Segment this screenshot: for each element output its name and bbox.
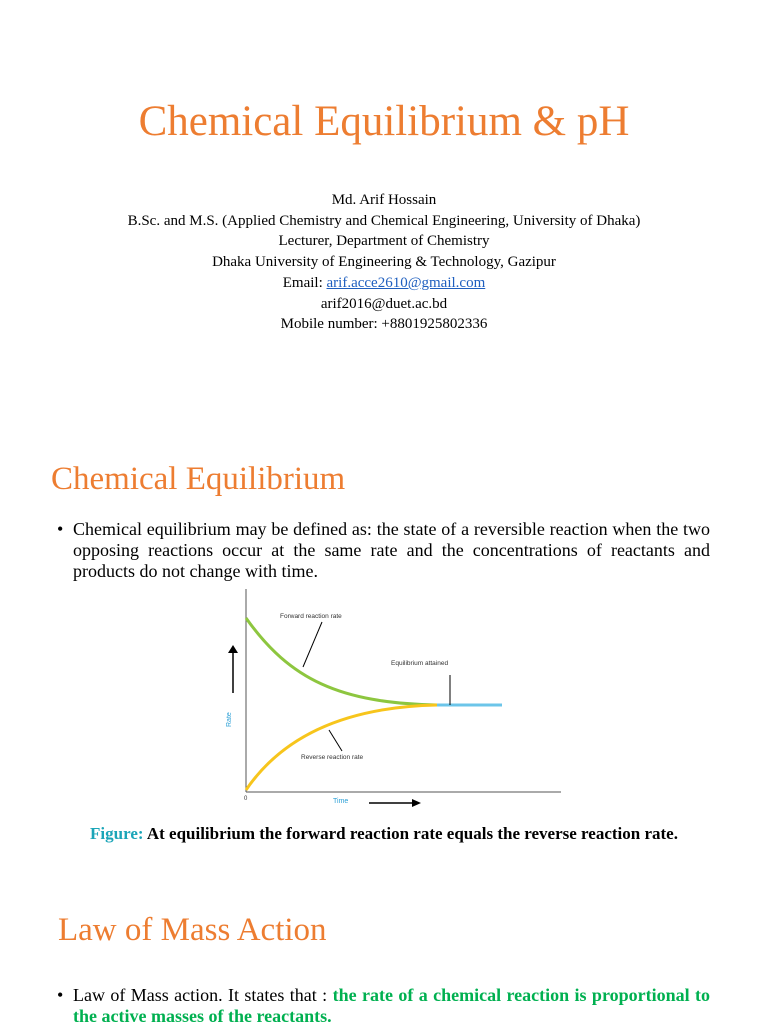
y-arrow-head xyxy=(228,645,238,653)
bullet-equilibrium-definition xyxy=(57,519,710,582)
x-arrow-head xyxy=(412,799,421,807)
figure-caption-label: Figure: xyxy=(90,824,144,843)
bullet-mass-action xyxy=(57,985,710,1027)
email-link[interactable]: arif.acce2610@gmail.com xyxy=(326,274,486,291)
email-alt: arif2016@duet.ac.bd xyxy=(320,295,448,312)
figure-caption xyxy=(0,824,768,844)
mobile-number: Mobile number: +8801925802336 xyxy=(280,316,488,333)
figure-caption-text: At equilibrium the forward reaction rate equals the reverse reaction rate. xyxy=(143,824,678,843)
bullet-dot: • xyxy=(57,985,64,1005)
section-heading-equilibrium: Chemical Equilibrium xyxy=(51,461,346,497)
reverse-rate-label: Reverse reaction rate xyxy=(301,754,364,761)
author-degree: B.Sc. and M.S. (Applied Chemistry and Chemical Engineering, University of Dhaka) xyxy=(127,212,641,229)
forward-rate-label: Forward reaction rate xyxy=(280,613,342,620)
bullet-plain-text: Law of Mass action. It states that : xyxy=(73,985,333,1005)
x-axis-label: Time xyxy=(333,798,349,805)
section-heading-mass-action: Law of Mass Action xyxy=(58,912,327,948)
email-label: Email: xyxy=(282,274,327,291)
reverse-rate-curve xyxy=(246,705,437,790)
reverse-leader xyxy=(329,730,342,751)
author-name: Md. Arif Hossain xyxy=(331,192,437,208)
bullet-highlight-text: the rate of a chemical reaction is proportional to the active masses of the reactants. xyxy=(73,985,710,1026)
author-institution: Dhaka University of Engineering & Technology, Gazipur xyxy=(212,254,556,271)
forward-leader xyxy=(303,622,322,667)
author-info xyxy=(0,190,768,335)
equilibrium-rate-chart xyxy=(0,585,768,825)
bullet-text: Chemical equilibrium may be defined as: the state of a reversible reaction when the two opposing reactions occur at the same rate and the concentrations of reactants and products do not change with time. xyxy=(73,519,710,581)
y-axis-label: Rate xyxy=(226,712,233,727)
bullet-dot: • xyxy=(57,519,64,539)
x-tick-zero: 0 xyxy=(244,796,248,802)
email-line xyxy=(0,273,768,294)
equilibrium-label: Equilibrium attained xyxy=(391,660,449,667)
author-position: Lecturer, Department of Chemistry xyxy=(278,233,490,250)
page-title: Chemical Equilibrium & pH xyxy=(138,98,630,145)
